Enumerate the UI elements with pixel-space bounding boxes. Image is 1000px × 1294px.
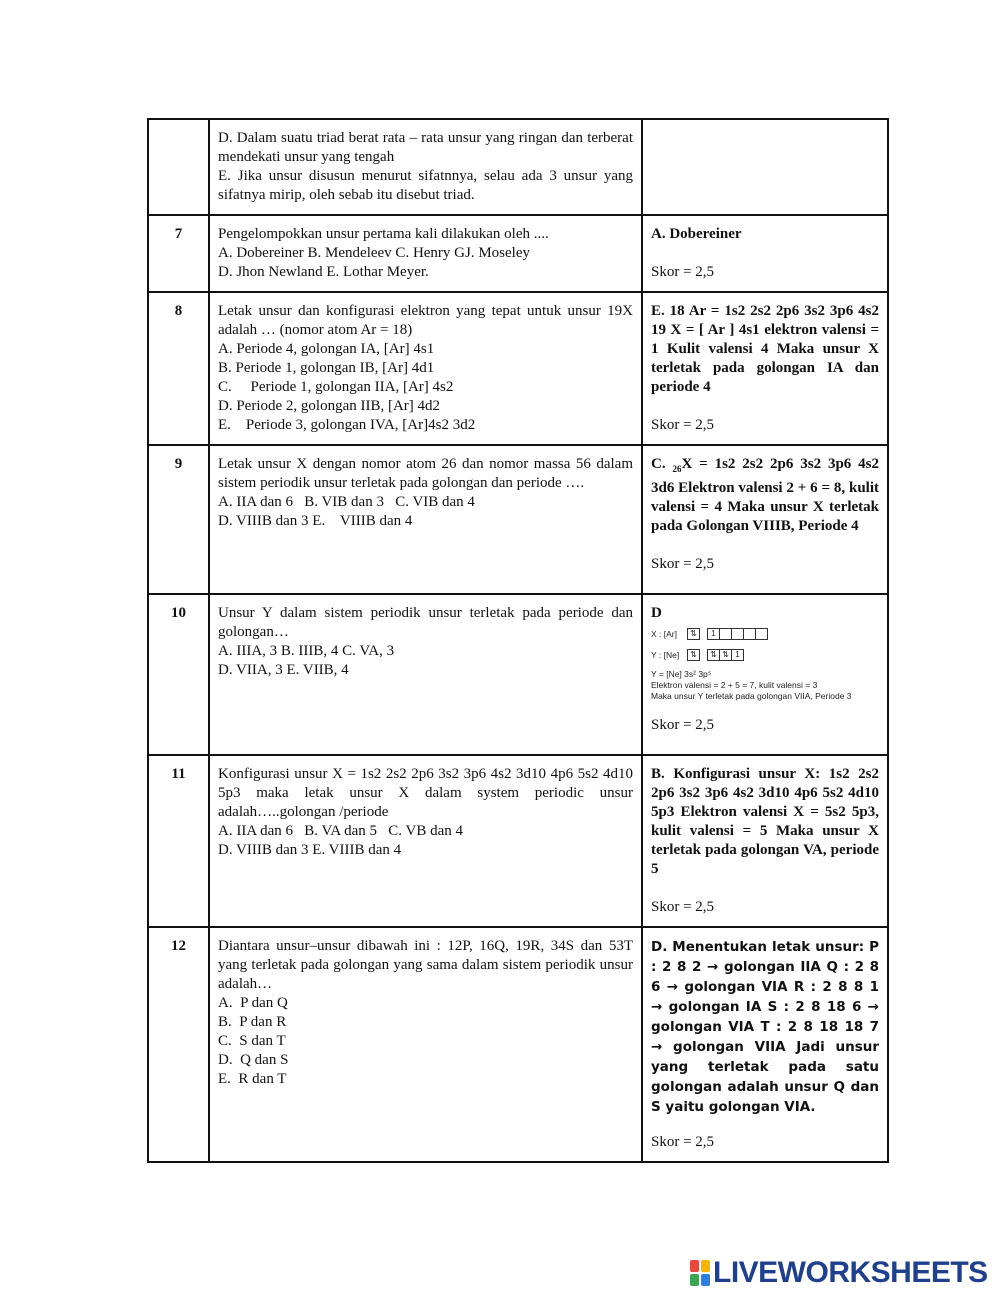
- orbital-row-y: [651, 647, 879, 663]
- question-line: D. VIIA, 3 E. VIIB, 4: [218, 662, 349, 678]
- table-row: [148, 927, 888, 1162]
- row-number: 11: [148, 755, 209, 927]
- answer-cell: [642, 755, 888, 927]
- question-line: B. Periode 1, golongan IB, [Ar] 4d1: [218, 360, 435, 376]
- question-line: D. Dalam suatu triad berat rata – rata unsur yang ringan dan terberat mendekati unsur yang tengah: [218, 130, 633, 165]
- answer-cell: [642, 594, 888, 755]
- answer-text: E. 18 Ar = 1s2 2s2 2p6 3s2 3p6 4s2 19 X = [ Ar ] 4s1 elektron valensi = 1 Kulit valensi 4 Maka unsur X terletak pada golongan IA dan periode 4: [651, 303, 879, 395]
- question-line: A. IIIA, 3 B. IIIB, 4 C. VA, 3: [218, 643, 395, 659]
- answer-cell: [642, 215, 888, 292]
- question-line: E. Periode 3, golongan IVA, [Ar]4s2 3d2: [218, 417, 476, 433]
- question-line: A. IIA dan 6 B. VIB dan 3 C. VIB dan 4: [218, 494, 475, 510]
- orbital-box: [755, 628, 768, 640]
- answer-text: D. Menentukan letak unsur: P : 2 8 2 → golongan IIA Q : 2 8 6 → golongan VIA R : 2 8 8 1 → golongan IA S : 2 8 18 6 → golongan VIA T : 2 8 18 18 7 → golongan VIIA Jadi unsur yang terletak pada satu golongan adalah unsur Q dan S yaitu golongan VIA.: [651, 939, 879, 1115]
- orbital-label: X : [Ar]: [651, 628, 677, 639]
- question-line: E. Jika unsur disusun menurut sifatnnya, selau ada 3 unsur yang sifatnya mirip, oleh sebab itu disebut triad.: [218, 168, 633, 203]
- score-text: Skor = 2,5: [651, 1134, 715, 1150]
- question-line: C. S dan T: [218, 1033, 286, 1049]
- question-line: E. R dan T: [218, 1071, 287, 1087]
- answer-cell: [642, 445, 888, 594]
- orbital-box: ⇅: [719, 649, 732, 661]
- logo-text: LIVEWORKSHEETS: [713, 1256, 988, 1289]
- table-row: [148, 292, 888, 445]
- row-number: 10: [148, 594, 209, 755]
- question-cell: [209, 927, 642, 1162]
- logo-block: [690, 1260, 699, 1272]
- question-line: D. VIIIB dan 3 E. VIIIB dan 4: [218, 842, 402, 858]
- row-number: 9: [148, 445, 209, 594]
- table-row: [148, 215, 888, 292]
- score-text: Skor = 2,5: [651, 264, 715, 280]
- table-row: [148, 755, 888, 927]
- answer-cell: [642, 927, 888, 1162]
- question-line: A. IIA dan 6 B. VA dan 5 C. VB dan 4: [218, 823, 464, 839]
- answer-cell: [642, 292, 888, 445]
- row-number: [148, 119, 209, 215]
- logo-block: [701, 1260, 710, 1272]
- row-number: 12: [148, 927, 209, 1162]
- answer-text: [651, 455, 879, 536]
- question-cell: [209, 594, 642, 755]
- score-text: Skor = 2,5: [651, 556, 715, 572]
- row-number: 7: [148, 215, 209, 292]
- answer-prefix: C.: [651, 456, 673, 472]
- question-line: D. VIIIB dan 3 E. VIIIB dan 4: [218, 513, 413, 529]
- orbital-diagram: [651, 626, 879, 702]
- question-cell: [209, 119, 642, 215]
- answer-text: B. Konfigurasi unsur X: 1s2 2s2 2p6 3s2 3p6 4s2 3d10 4p6 5s2 4d10 5p3 Elektron valensi X = 5s2 5p3, kulit valensi = 5 Maka unsur X terletak pada golongan VA, periode 5: [651, 766, 879, 877]
- answer-body: X = 1s2 2s2 2p6 3s2 3p6 4s2 3d6 Elektron valensi 2 + 6 = 8, kulit valensi = 4 Maka unsur X terletak pada Golongan VIIIB, Periode 4: [651, 456, 879, 534]
- question-cell: [209, 755, 642, 927]
- question-table: [147, 118, 889, 1163]
- orbital-box: ⇅: [707, 649, 720, 661]
- orbital-box: 1: [731, 649, 744, 661]
- question-line: A. Dobereiner B. Mendeleev C. Henry GJ. Moseley: [218, 245, 531, 261]
- score-text: Skor = 2,5: [651, 417, 715, 433]
- logo-block: [690, 1274, 699, 1286]
- table-row: [148, 119, 888, 215]
- answer-text: D: [651, 605, 662, 621]
- score-text: Skor = 2,5: [651, 717, 715, 733]
- question-line: Diantara unsur–unsur dibawah ini : 12P, 16Q, 19R, 34S dan 53T yang terletak pada golongan yang sama dalam sistem periodik unsur adalah…: [218, 938, 633, 992]
- logo-block: [701, 1274, 710, 1286]
- liveworksheets-logo: [690, 1256, 988, 1290]
- orbital-row-x: [651, 626, 879, 642]
- diagram-valence: Elektron valensi = 2 + 5 = 7, kulit valensi = 3: [651, 680, 818, 690]
- question-cell: [209, 215, 642, 292]
- question-cell: [209, 445, 642, 594]
- question-line: C. Periode 1, golongan IIA, [Ar] 4s2: [218, 379, 454, 395]
- atomic-number: 26: [672, 464, 682, 474]
- question-line: Konfigurasi unsur X = 1s2 2s2 2p6 3s2 3p6 4s2 3d10 4p6 5s2 4d10 5p3 maka letak unsur X dalam system periodic unsur adalah…..golongan /periode: [218, 766, 633, 820]
- question-line: A. Periode 4, golongan IA, [Ar] 4s1: [218, 341, 435, 357]
- answer-text: A. Dobereiner: [651, 226, 742, 242]
- orbital-box: 1: [707, 628, 720, 640]
- question-line: A. P dan Q: [218, 995, 288, 1011]
- question-line: D. Jhon Newland E. Lothar Meyer.: [218, 264, 429, 280]
- table-row: [148, 445, 888, 594]
- orbital-box: ⇅: [687, 649, 700, 661]
- question-cell: [209, 292, 642, 445]
- row-number: 8: [148, 292, 209, 445]
- question-line: Letak unsur X dengan nomor atom 26 dan nomor massa 56 dalam sistem periodik unsur terletak pada golongan dan periode ….: [218, 456, 633, 491]
- orbital-box: ⇅: [687, 628, 700, 640]
- table-row: [148, 594, 888, 755]
- diagram-config: Y = [Ne] 3s² 3p⁵: [651, 669, 712, 679]
- score-text: Skor = 2,5: [651, 899, 715, 915]
- question-line: Pengelompokkan unsur pertama kali dilakukan oleh ....: [218, 226, 549, 242]
- diagram-conclusion: Maka unsur Y terletak pada golongan VIIA, Periode 3: [651, 691, 852, 701]
- orbital-label: Y : [Ne]: [651, 649, 680, 660]
- question-line: D. Q dan S: [218, 1052, 289, 1068]
- answer-cell: [642, 119, 888, 215]
- question-line: Letak unsur dan konfigurasi elektron yang tepat untuk unsur 19X adalah … (nomor atom Ar = 18): [218, 303, 633, 338]
- logo-icon: [690, 1260, 710, 1286]
- question-line: D. Periode 2, golongan IIB, [Ar] 4d2: [218, 398, 441, 414]
- question-line: Unsur Y dalam sistem periodik unsur terletak pada periode dan golongan…: [218, 605, 633, 640]
- question-line: B. P dan R: [218, 1014, 287, 1030]
